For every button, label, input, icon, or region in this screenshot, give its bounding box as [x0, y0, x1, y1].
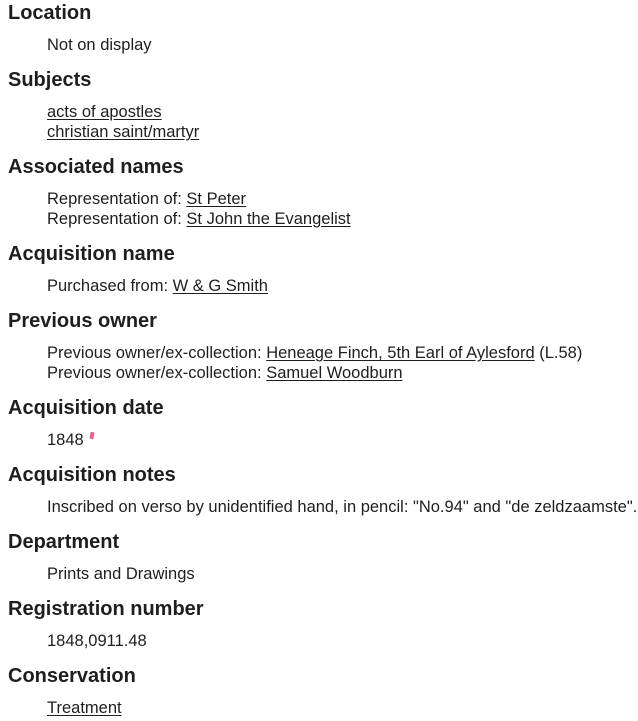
link-samuel-woodburn[interactable]: Samuel Woodburn: [266, 364, 403, 382]
section-heading: Associated names: [8, 156, 184, 178]
field-text: Previous owner/ex-collection:: [47, 364, 267, 382]
section-content: [47, 497, 638, 517]
field-line: [47, 430, 638, 450]
record-section-acquisition-date: [8, 397, 638, 450]
section-heading: Department: [8, 531, 120, 553]
field-line: [47, 102, 638, 122]
field-line: [47, 209, 638, 229]
field-line: [47, 276, 638, 296]
field-text: Previous owner/ex-collection:: [47, 344, 267, 362]
section-heading: Registration number: [8, 598, 204, 620]
section-content: [47, 698, 638, 718]
record-section-registration-number: [8, 598, 638, 651]
field-line: [47, 35, 638, 55]
section-content: [47, 564, 638, 584]
section-content: [47, 631, 638, 651]
field-text: Prints and Drawings: [47, 565, 195, 583]
link-st-peter[interactable]: St Peter: [186, 190, 247, 208]
section-content: [47, 430, 638, 450]
link-acts-of-apostles[interactable]: acts of apostles: [47, 103, 162, 121]
section-heading: Location: [8, 2, 92, 24]
record-section-department: [8, 531, 638, 584]
record-section-acquisition-notes: [8, 464, 638, 517]
link-christian-saint-martyr[interactable]: christian saint/martyr: [47, 123, 200, 141]
field-line: [47, 363, 638, 383]
field-line: [47, 698, 638, 718]
field-line: [47, 564, 638, 584]
section-content: [47, 189, 638, 229]
field-line: [47, 189, 638, 209]
section-content: [47, 276, 638, 296]
field-text: Inscribed on verso by unidentified hand, in pencil: "No.94" and "de zeldzaamste".: [47, 498, 638, 516]
section-heading: Conservation: [8, 665, 136, 687]
section-heading: Previous owner: [8, 310, 157, 332]
record-section-subjects: [8, 69, 638, 142]
link-st-john-the-evangelist[interactable]: St John the Evangelist: [186, 210, 351, 228]
section-heading: Acquisition name: [8, 243, 175, 265]
section-content: [47, 35, 638, 55]
scan-artifact-dot: [89, 432, 94, 440]
field-text: (L.58): [534, 344, 583, 362]
field-text: Not on display: [47, 36, 152, 54]
field-line: [47, 497, 638, 517]
link-w-g-smith[interactable]: W & G Smith: [172, 277, 268, 295]
field-text: Representation of:: [47, 210, 187, 228]
field-text: 1848,0911.48: [47, 632, 147, 650]
field-text: 1848: [47, 431, 84, 449]
record-section-conservation: [8, 665, 638, 718]
field-text: Purchased from:: [47, 277, 173, 295]
record-section-previous-owner: [8, 310, 638, 383]
field-text: Representation of:: [47, 190, 187, 208]
section-heading: Acquisition date: [8, 397, 164, 419]
field-line: [47, 631, 638, 651]
record-section-acquisition-name: [8, 243, 638, 296]
section-heading: Subjects: [8, 69, 92, 91]
record-section-associated-names: [8, 156, 638, 229]
record-section-location: [8, 2, 638, 55]
field-line: [47, 343, 638, 363]
section-content: [47, 343, 638, 383]
link-treatment[interactable]: Treatment: [47, 699, 122, 717]
field-line: [47, 122, 638, 142]
section-heading: Acquisition notes: [8, 464, 176, 486]
link-heneage-finch-5th-earl-of-aylesford[interactable]: Heneage Finch, 5th Earl of Aylesford: [266, 344, 535, 362]
section-content: [47, 102, 638, 142]
